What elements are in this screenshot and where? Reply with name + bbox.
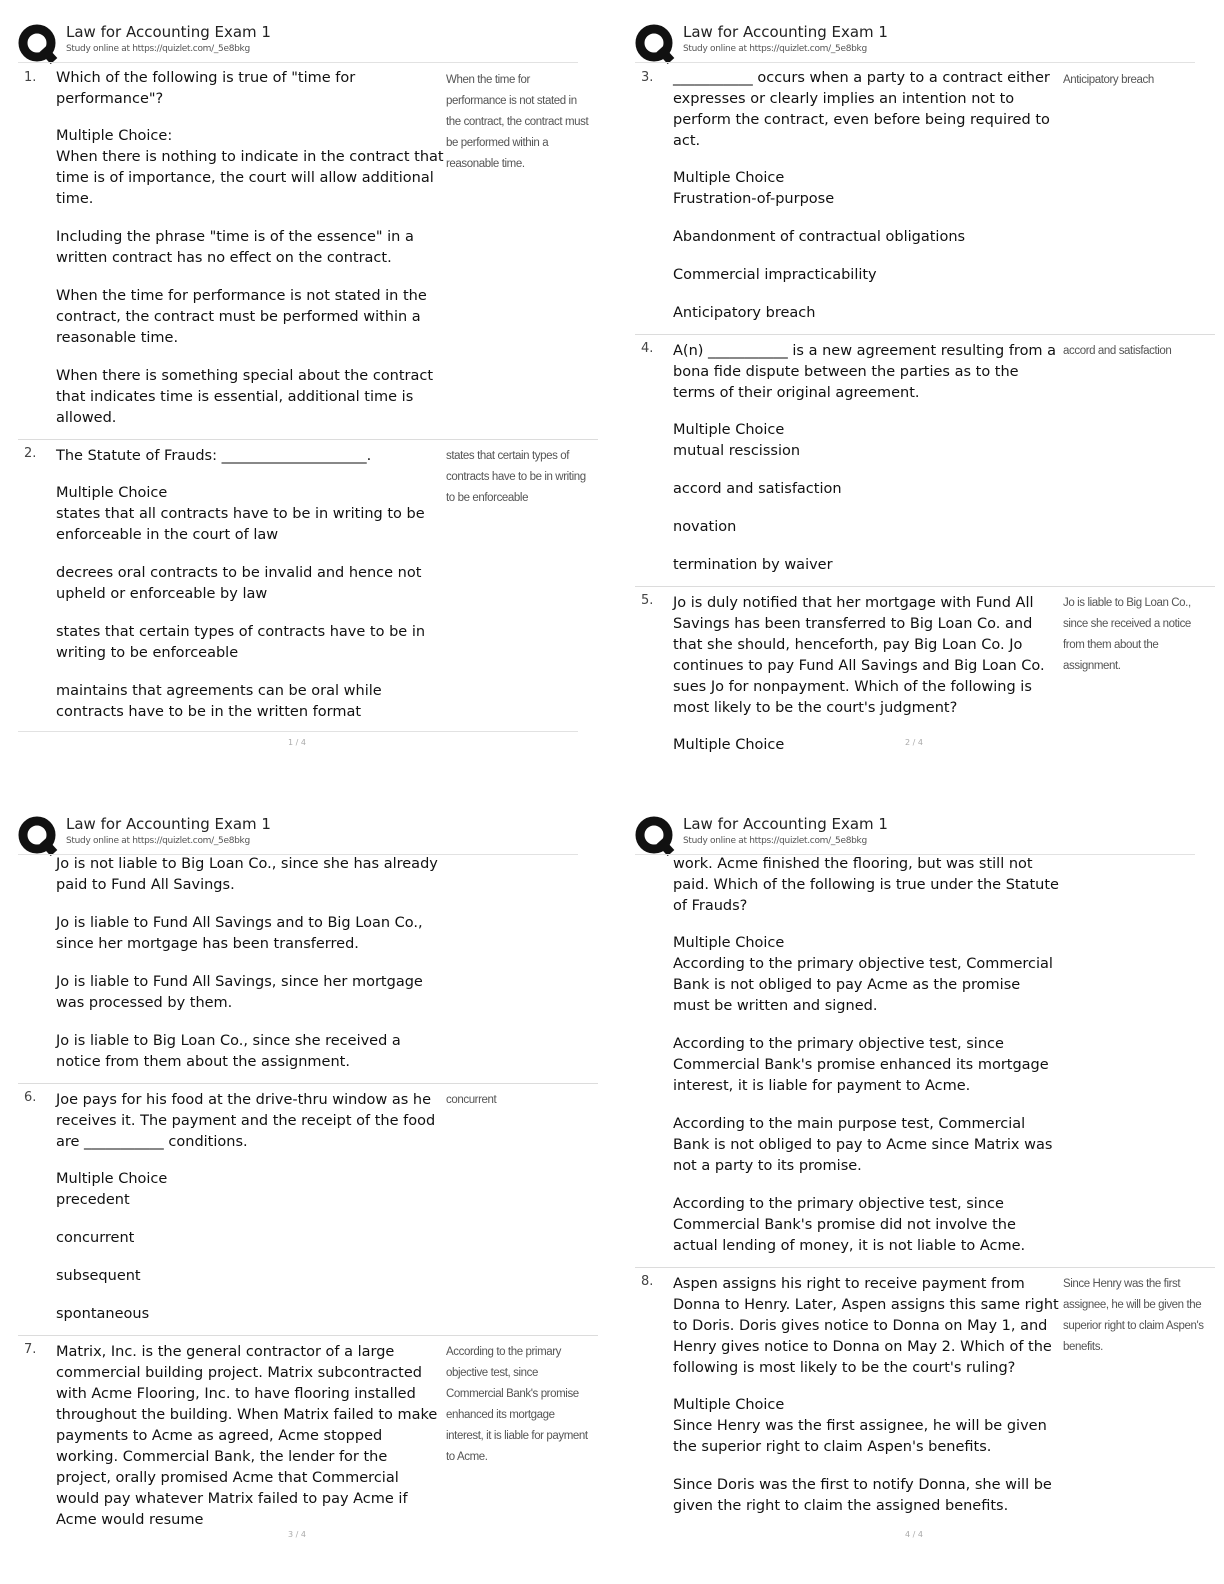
answer-option: states that certain types of contracts have to be in writing to be enforceable [56,624,426,661]
question-text: Jo is duly notified that her mortgage with Fund All Savings has been transferred to Big Loan Co. and that she should, henceforth, pay Big Loan Co. Jo continues to pay Fund All Savings and Big Loan Co. sues Jo for nonpayment. Which of the following is most likely to be the court's judgment? [673,595,1045,716]
answer-option: maintains that agreements can be oral while contracts have to be in the written format [56,683,382,720]
page-3 [18,792,598,1562]
question-5 [635,587,1215,766]
page-1 [18,0,598,770]
answer-option: When there is something special about the contract that indicates time is essential, additional time is allowed. [56,368,434,426]
question-text: Which of the following is true of "time for performance"? [56,70,356,107]
correct-answer: According to the primary objective test, since Commercial Bank's promise enhanced its mortgage interest, it is liable for payment to Acme. [446,1346,588,1463]
question-number: 8. [641,1274,654,1289]
quizlet-logo-icon [18,816,58,856]
question-number: 7. [24,1342,37,1357]
answer-option: When there is nothing to indicate in the contract that time is of importance, the court will allow additional time. [56,149,444,207]
answer-option: novation [673,519,737,535]
question-7 [18,1336,598,1541]
multiple-choice-label: Multiple Choice [673,935,785,951]
question-text: Aspen assigns his right to receive payment from Donna to Henry. Later, Aspen assigns this same right to Doris. Doris gives notice to Donna on May 1, and Henry gives notice to Donna on May 2. Which of the following is most likely to be the court's ruling? [673,1276,1059,1376]
answer-option: Jo is liable to Big Loan Co., since she received a notice from them about the assignment. [56,1033,401,1070]
page-4 [635,792,1215,1562]
page-title: Law for Accounting Exam 1 [683,23,888,41]
question-text: ___________ occurs when a party to a contract either expresses or clearly implies an intention not to perform the contract, even before being required to act. [673,70,1050,149]
question-list [635,852,1215,1527]
correct-answer: concurrent [446,1094,497,1106]
answer-option: When the time for performance is not stated in the contract, the contract must be performed within a reasonable time. [56,288,427,346]
multiple-choice-label: Multiple Choice [673,737,785,753]
answer-option: According to the primary objective test, since Commercial Bank's promise enhanced its mortgage interest, it is liable for payment to Acme. [673,1036,1049,1094]
answer-option: spontaneous [56,1306,150,1322]
answer-option: decrees oral contracts to be invalid and hence not upheld or enforceable by law [56,565,422,602]
page-number: 4 / 4 [905,1530,923,1539]
correct-answer: states that certain types of contracts have to be in writing to be enforceable [446,450,586,504]
page-header [635,20,1215,62]
quizlet-logo-icon [635,816,675,856]
answer-option: subsequent [56,1268,141,1284]
answer-option: Frustration-of-purpose [673,191,835,207]
header-divider [18,62,578,63]
header-divider [635,62,1195,63]
page-number: 2 / 4 [905,738,923,747]
answer-option: mutual rescission [673,443,801,459]
page-header [18,20,598,62]
multiple-choice-label: Multiple Choice: [56,128,173,144]
question-1 [18,64,598,440]
quizlet-logo-icon [18,24,58,64]
question-number: 6. [24,1090,37,1105]
answer-option: Abandonment of contractual obligations [673,229,966,245]
question-list [635,64,1215,766]
quizlet-logo-icon [635,24,675,64]
correct-answer: Jo is liable to Big Loan Co., since she received a notice from them about the assignment. [1063,597,1191,672]
question-number: 3. [641,70,654,85]
answer-option: Including the phrase "time is of the essence" in a written contract has no effect on the contract. [56,229,414,266]
answer-option: concurrent [56,1230,135,1246]
correct-answer: Anticipatory breach [1063,74,1154,86]
question-text: Matrix, Inc. is the general contractor of a large commercial building project. Matrix subcontracted with Acme Flooring, Inc. to have flooring installed throughout the building. When Matrix failed to make payments to Acme as agreed, Acme stopped working. Commercial Bank, the lender for the project, orally promised Acme that Commercial would pay whatever Matrix failed to pay Acme if Acme would resume [56,1344,438,1528]
question-text: The Statute of Frauds: ____________________. [56,448,372,464]
multiple-choice-label: Multiple Choice [56,485,168,501]
correct-answer: When the time for performance is not stated in the contract, the contract must be performed within a reasonable time. [446,74,589,170]
page-title: Law for Accounting Exam 1 [683,815,888,833]
answer-option: According to the primary objective test, Commercial Bank is not obliged to pay Acme as the promise must be written and signed. [673,956,1053,1014]
answer-option: Commercial impracticability [673,267,877,283]
question-list [18,852,598,1541]
study-link[interactable]: Study online at https://quizlet.com/_5e8bkg [66,836,250,846]
answer-option: termination by waiver [673,557,833,573]
multiple-choice-label: Multiple Choice [673,422,785,438]
study-link[interactable]: Study online at https://quizlet.com/_5e8bkg [683,44,867,54]
question-8 [635,1268,1215,1527]
answer-option: precedent [56,1192,130,1208]
answer-option: Jo is liable to Fund All Savings and to Big Loan Co., since her mortgage has been transferred. [56,915,423,952]
question-6 [18,1084,598,1336]
question-list [18,64,598,733]
page-title: Law for Accounting Exam 1 [66,815,271,833]
answer-option: Jo is not liable to Big Loan Co., since she has already paid to Fund All Savings. [56,856,438,893]
question-number: 5. [641,593,654,608]
answer-option: states that all contracts have to be in writing to be enforceable in the court of law [56,506,425,543]
answer-option: Since Doris was the first to notify Donna, she will be given the right to claim the assigned benefits. [673,1477,1052,1514]
page-bottom-divider [18,731,578,732]
answer-option: Since Henry was the first assignee, he will be given the superior right to claim Aspen's benefits. [673,1418,1047,1455]
question-text: Joe pays for his food at the drive-thru window as he receives it. The payment and the receipt of the food are ___________ conditions. [56,1092,436,1150]
study-link[interactable]: Study online at https://quizlet.com/_5e8bkg [683,836,867,846]
question-number: 4. [641,341,654,356]
page-2 [635,0,1215,770]
answer-option: According to the primary objective test, since Commercial Bank's promise did not involve the actual lending of money, it is not liable to Acme. [673,1196,1026,1254]
answer-option: Jo is liable to Fund All Savings, since her mortgage was processed by them. [56,974,423,1011]
question-number: 2. [24,446,37,461]
answer-option: accord and satisfaction [673,481,842,497]
study-link[interactable]: Study online at https://quizlet.com/_5e8bkg [66,44,250,54]
question-5-continued [18,852,598,1084]
question-4 [635,335,1215,587]
multiple-choice-label: Multiple Choice [673,1397,785,1413]
question-7-continued [635,852,1215,1268]
page-number: 1 / 4 [288,738,306,747]
page-number: 3 / 4 [288,1530,306,1539]
answer-option: According to the main purpose test, Commercial Bank is not obliged to pay to Acme since Matrix was not a party to its promise. [673,1116,1053,1174]
question-number: 1. [24,70,37,85]
multiple-choice-label: Multiple Choice [56,1171,168,1187]
question-2 [18,440,598,733]
multiple-choice-label: Multiple Choice [673,170,785,186]
question-text: work. Acme finished the flooring, but was still not paid. Which of the following is true under the Statute of Frauds? [673,856,1059,914]
answer-option: Anticipatory breach [673,305,816,321]
question-3 [635,64,1215,335]
page-header [18,812,598,854]
correct-answer: Since Henry was the first assignee, he will be given the superior right to claim Aspen's benefits. [1063,1278,1204,1353]
page-title: Law for Accounting Exam 1 [66,23,271,41]
page-header [635,812,1215,854]
correct-answer: accord and satisfaction [1063,345,1172,357]
question-text: A(n) ___________ is a new agreement resulting from a bona fide dispute between the parties as to the terms of their original agreement. [673,343,1057,401]
